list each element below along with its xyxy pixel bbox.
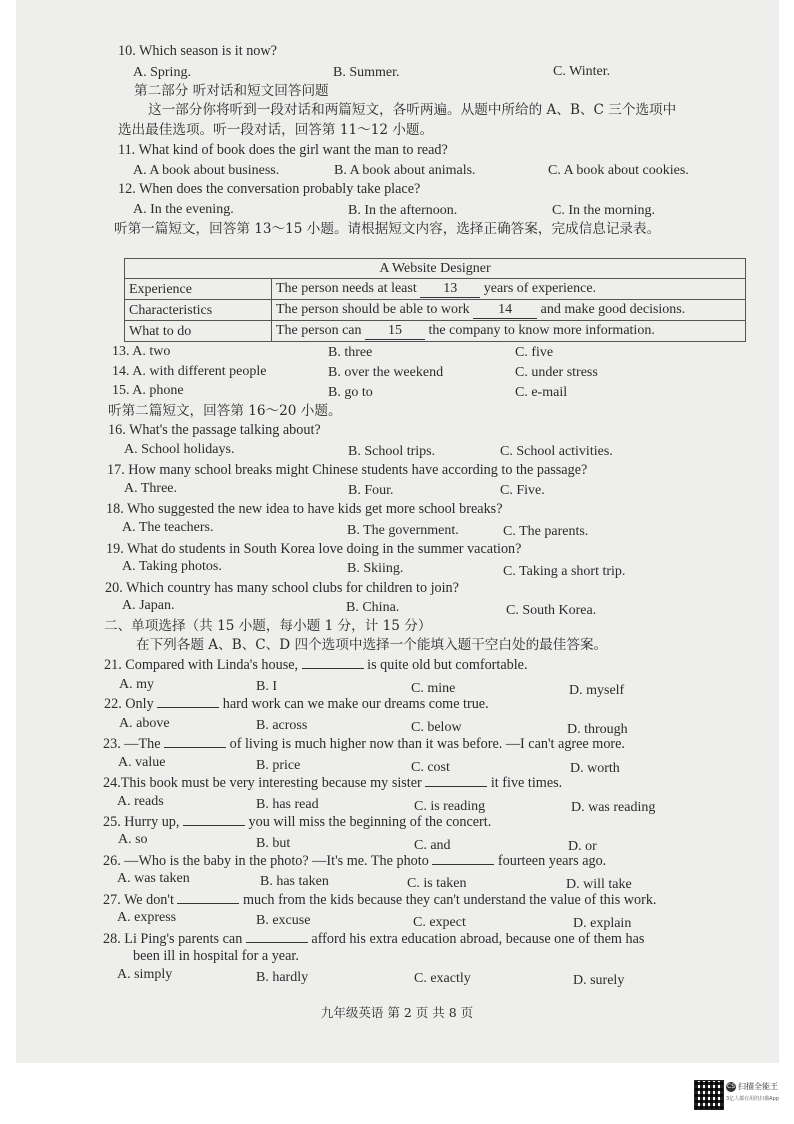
- q19-stem: 19. What do students in South Korea love doing in the summer vacation?: [106, 541, 522, 557]
- q13-option-b: B. three: [328, 345, 373, 360]
- q24-stem: [103, 774, 562, 792]
- q20-stem: 20. Which country has many school clubs for children to join?: [105, 580, 459, 596]
- q16-stem: 16. What's the passage talking about?: [108, 422, 321, 438]
- part2-instruction-2: 选出最佳选项。听一段对话，回答第 11～12 小题。: [118, 122, 434, 138]
- q28-option-a: A. simply: [117, 967, 173, 982]
- q24-option-d: D. was reading: [571, 800, 656, 815]
- q28-option-c: C. exactly: [414, 971, 471, 986]
- blank-13: 13: [420, 280, 480, 298]
- q27-option-d: D. explain: [573, 916, 632, 931]
- q25-option-c: C. and: [414, 838, 451, 853]
- q12-stem: 12. When does the conversation probably take place?: [118, 181, 421, 197]
- q23-stem-post: of living is much higher now than it was before. —I can't agree more.: [229, 736, 625, 752]
- blank-14: 14: [473, 301, 537, 319]
- q17-stem: 17. How many school breaks might Chinese students have according to the passage?: [107, 462, 588, 478]
- table-key-characteristics: Characteristics: [125, 300, 272, 321]
- q26-stem: [103, 852, 606, 870]
- page-footer: 九年级英语 第 2 页 共 8 页: [320, 1005, 474, 1020]
- q22-option-b: B. across: [256, 718, 308, 733]
- q27-option-c: C. expect: [413, 915, 466, 930]
- q15-option-c: C. e-mail: [515, 385, 568, 400]
- q12-option-b: B. In the afternoon.: [348, 203, 458, 218]
- table-key-what-to-do: What to do: [125, 321, 272, 342]
- q18-stem: 18. Who suggested the new idea to have kids get more school breaks?: [106, 501, 503, 517]
- q21-option-a: A. my: [119, 677, 154, 692]
- q20-option-c: C. South Korea.: [506, 603, 597, 618]
- q17-option-c: C. Five.: [500, 483, 545, 498]
- q22-stem-pre: 22. Only: [104, 696, 154, 712]
- q21-option-d: D. myself: [569, 683, 625, 698]
- stamp-text: 扫描全能王: [738, 1082, 778, 1091]
- q24-stem-pre: 24.This book must be very interesting because my sister: [103, 775, 422, 791]
- q23-option-c: C. cost: [411, 760, 450, 775]
- q19-option-a: A. Taking photos.: [122, 559, 222, 574]
- q28-stem: [103, 930, 644, 948]
- q23-option-a: A. value: [118, 755, 166, 770]
- table-text-pre: The person needs at least: [276, 281, 417, 296]
- table-key-experience: Experience: [125, 279, 272, 300]
- q26-option-d: D. will take: [566, 877, 632, 892]
- q26-option-c: C. is taken: [407, 876, 467, 891]
- q14-option-a: 14. A. with different people: [112, 364, 267, 379]
- q25-option-d: D. or: [568, 839, 597, 854]
- answer-blank: [157, 695, 219, 708]
- table-row: [125, 279, 746, 300]
- q27-stem: [103, 891, 656, 909]
- table-row: [125, 300, 746, 321]
- table-text-pre: The person should be able to work: [276, 302, 470, 317]
- q16-option-c: C. School activities.: [500, 444, 613, 459]
- stamp-subtext: 3亿人都在用的扫描App: [726, 1096, 779, 1102]
- q11-stem: 11. What kind of book does the girl want the man to read?: [118, 142, 448, 158]
- answer-blank: [246, 930, 308, 943]
- q24-stem-post: it five times.: [490, 775, 563, 791]
- website-designer-table: [124, 258, 746, 342]
- q27-stem-pre: 27. We don't: [103, 892, 174, 908]
- q14-option-c: C. under stress: [515, 365, 598, 380]
- table-value: [272, 321, 746, 342]
- answer-blank: [302, 656, 364, 669]
- q22-option-a: A. above: [119, 716, 170, 731]
- blank-15: 15: [365, 322, 425, 340]
- passage1-instruction: 听第一篇短文，回答第 13～15 小题。请根据短文内容，选择正确答案，完成信息记录表。: [114, 221, 661, 237]
- q27-option-a: A. express: [117, 910, 177, 925]
- q20-option-a: A. Japan.: [122, 598, 175, 613]
- q20-option-b: B. China.: [346, 600, 400, 615]
- q25-option-a: A. so: [118, 832, 148, 847]
- passage2-instruction: 听第二篇短文，回答第 16～20 小题。: [108, 403, 342, 419]
- q11-option-b: B. A book about animals.: [334, 163, 476, 178]
- q24-option-c: C. is reading: [414, 799, 486, 814]
- part2-instruction-1: 这一部分你将听到一段对话和两篇短文，各听两遍。从题中所给的 A、B、C 三个选项中: [148, 102, 677, 118]
- camscanner-logo-icon: CS: [727, 1083, 735, 1090]
- q25-option-b: B. but: [256, 836, 291, 851]
- q23-stem: [103, 735, 625, 753]
- q13-option-c: C. five: [515, 345, 554, 360]
- q17-option-b: B. Four.: [348, 483, 394, 498]
- table-text-post: and make good decisions.: [540, 302, 686, 317]
- q13-option-a: 13. A. two: [112, 344, 171, 359]
- q18-option-c: C. The parents.: [503, 524, 589, 539]
- section2-heading: 二、单项选择（共 15 小题，每小题 1 分，计 15 分）: [104, 618, 432, 634]
- q10-stem: 10. Which season is it now?: [118, 43, 277, 59]
- q23-stem-pre: 23. —The: [103, 736, 161, 752]
- q26-stem-pre: 26. —Who is the baby in the photo? —It's me. The photo: [103, 853, 429, 869]
- q28-option-b: B. hardly: [256, 970, 309, 985]
- q12-option-c: C. In the morning.: [552, 203, 656, 218]
- q19-option-b: B. Skiing.: [347, 561, 404, 576]
- q28-stem-post: afford his extra education abroad, because one of them has: [311, 931, 645, 947]
- q14-option-b: B. over the weekend: [328, 365, 444, 380]
- q21-stem: [104, 656, 528, 674]
- part2-heading: 第二部分 听对话和短文回答问题: [134, 83, 329, 99]
- q22-stem: [104, 695, 489, 713]
- q10-option-a: A. Spring.: [133, 65, 191, 80]
- q19-option-c: C. Taking a short trip.: [503, 564, 626, 579]
- table-row: [125, 321, 746, 342]
- q25-stem-post: you will miss the beginning of the concert.: [248, 814, 492, 830]
- q27-stem-post: much from the kids because they can't understand the value of this work.: [243, 892, 657, 908]
- q23-option-b: B. price: [256, 758, 301, 773]
- q21-stem-pre: 21. Compared with Linda's house,: [104, 657, 299, 673]
- q26-stem-post: fourteen years ago.: [497, 853, 607, 869]
- q10-option-c: C. Winter.: [553, 64, 611, 79]
- q18-option-a: A. The teachers.: [122, 520, 214, 535]
- q21-option-b: B. I: [256, 679, 277, 694]
- table-value: [272, 300, 746, 321]
- q11-option-c: C. A book about cookies.: [548, 163, 689, 178]
- q16-option-b: B. School trips.: [348, 444, 436, 459]
- q28-stem-pre: 28. Li Ping's parents can: [103, 931, 243, 947]
- q11-option-a: A. A book about business.: [133, 163, 280, 178]
- table-text-post: years of experience.: [483, 281, 597, 296]
- q22-option-c: C. below: [411, 720, 462, 735]
- q25-stem-pre: 25. Hurry up,: [103, 814, 180, 830]
- answer-blank: [164, 735, 226, 748]
- q18-option-b: B. The government.: [347, 523, 459, 538]
- q10-option-b: B. Summer.: [333, 65, 400, 80]
- q21-option-c: C. mine: [411, 681, 456, 696]
- q26-option-a: A. was taken: [117, 871, 190, 886]
- table-text-post: the company to know more information.: [428, 323, 655, 338]
- scanner-stamp: [694, 1080, 784, 1110]
- q23-option-d: D. worth: [570, 761, 620, 776]
- q24-option-a: A. reads: [117, 794, 164, 809]
- q28-stem-line2: been ill in hospital for a year.: [133, 948, 299, 964]
- answer-blank: [432, 852, 494, 865]
- q24-option-b: B. has read: [256, 797, 319, 812]
- q26-option-b: B. has taken: [260, 874, 329, 889]
- q25-stem: [103, 813, 491, 831]
- q27-option-b: B. excuse: [256, 913, 311, 928]
- q21-stem-post: is quite old but comfortable.: [367, 657, 528, 673]
- qr-code-icon: [694, 1080, 724, 1110]
- q16-option-a: A. School holidays.: [124, 442, 235, 457]
- q17-option-a: A. Three.: [124, 481, 177, 496]
- q22-option-d: D. through: [567, 722, 628, 737]
- answer-blank: [183, 813, 245, 826]
- q22-stem-post: hard work can we make our dreams come true.: [222, 696, 489, 712]
- q15-option-b: B. go to: [328, 385, 373, 400]
- answer-blank: [425, 774, 487, 787]
- q12-option-a: A. In the evening.: [133, 202, 234, 217]
- table-value: [272, 279, 746, 300]
- answer-blank: [177, 891, 239, 904]
- table-title: A Website Designer: [125, 259, 746, 279]
- q28-option-d: D. surely: [573, 973, 625, 988]
- section2-instruction: 在下列各题 A、B、C、D 四个选项中选择一个能填入题干空白处的最佳答案。: [136, 637, 608, 653]
- q15-option-a: 15. A. phone: [112, 383, 184, 398]
- table-text-pre: The person can: [276, 323, 362, 338]
